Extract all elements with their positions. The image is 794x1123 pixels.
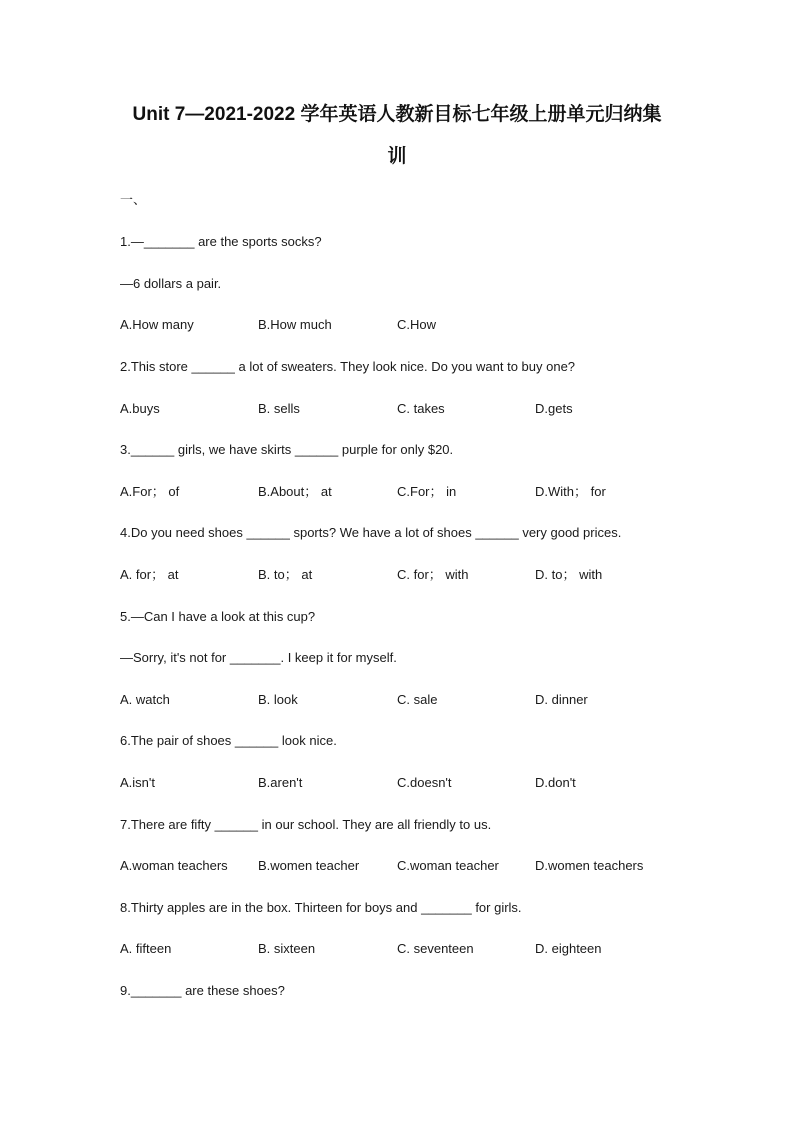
question-6-option-c: C.doesn't (397, 775, 452, 790)
question-7-option-b: B.women teacher (258, 858, 360, 873)
question-7-stem: 7.There are fifty ______ in our school. They are all friendly to us. (120, 817, 492, 832)
question-9-stem: 9._______ are these shoes? (120, 983, 285, 998)
question-3-option-d: D.With； for (535, 484, 606, 499)
question-8-option-b: B. sixteen (258, 941, 316, 956)
document-title-line-1: Unit 7—2021-2022 学年英语人教新目标七年级上册单元归纳集 (132, 104, 662, 125)
question-2-option-b: B. sells (258, 401, 300, 416)
question-3-option-c: C.For； in (397, 484, 457, 499)
question-8-stem: 8.Thirty apples are in the box. Thirteen for boys and _______ for girls. (120, 900, 522, 915)
question-1-option-a: A.How many (120, 317, 194, 332)
section-heading: 一、 (120, 192, 147, 207)
question-2-stem: 2.This store ______ a lot of sweaters. They look nice. Do you want to buy one? (120, 359, 576, 374)
question-8-option-a: A. fifteen (120, 941, 172, 956)
question-5-option-a: A. watch (120, 692, 170, 707)
question-6-option-b: B.aren't (258, 775, 303, 790)
question-4-stem: 4.Do you need shoes ______ sports? We have a lot of shoes ______ very good prices. (120, 525, 622, 540)
question-5-option-b: B. look (258, 692, 298, 707)
question-4-option-b: B. to； at (258, 567, 313, 582)
question-7-option-d: D.women teachers (535, 858, 644, 873)
question-6-stem: 6.The pair of shoes ______ look nice. (120, 733, 337, 748)
question-5-stem: 5.—Can I have a look at this cup? (120, 609, 316, 624)
question-7-option-c: C.woman teacher (397, 858, 499, 873)
question-5-option-d: D. dinner (535, 692, 588, 707)
question-5-answer-line: —Sorry, it's not for _______. I keep it for myself. (120, 650, 397, 665)
question-4-option-a: A. for； at (120, 567, 179, 582)
question-3-option-a: A.For； of (120, 484, 180, 499)
question-1-stem: 1.—_______ are the sports socks? (120, 234, 322, 249)
question-2-option-a: A.buys (120, 401, 160, 416)
question-4-option-c: C. for； with (397, 567, 469, 582)
question-4-option-d: D. to； with (535, 567, 603, 582)
question-6-option-d: D.don't (535, 775, 576, 790)
question-2-option-d: D.gets (535, 401, 573, 416)
question-3-stem: 3.______ girls, we have skirts ______ purple for only $20. (120, 442, 454, 457)
document-title-line-2: 训 (387, 146, 407, 167)
question-6-option-a: A.isn't (120, 775, 155, 790)
question-7-option-a: A.woman teachers (120, 858, 228, 873)
question-8-option-c: C. seventeen (397, 941, 474, 956)
question-1-option-c: C.How (397, 317, 437, 332)
question-5-option-c: C. sale (397, 692, 438, 707)
question-8-option-d: D. eighteen (535, 941, 602, 956)
question-1-option-b: B.How much (258, 317, 332, 332)
question-2-option-c: C. takes (397, 401, 445, 416)
question-3-option-b: B.About； at (258, 484, 332, 499)
question-1-answer-line: —6 dollars a pair. (120, 276, 222, 291)
